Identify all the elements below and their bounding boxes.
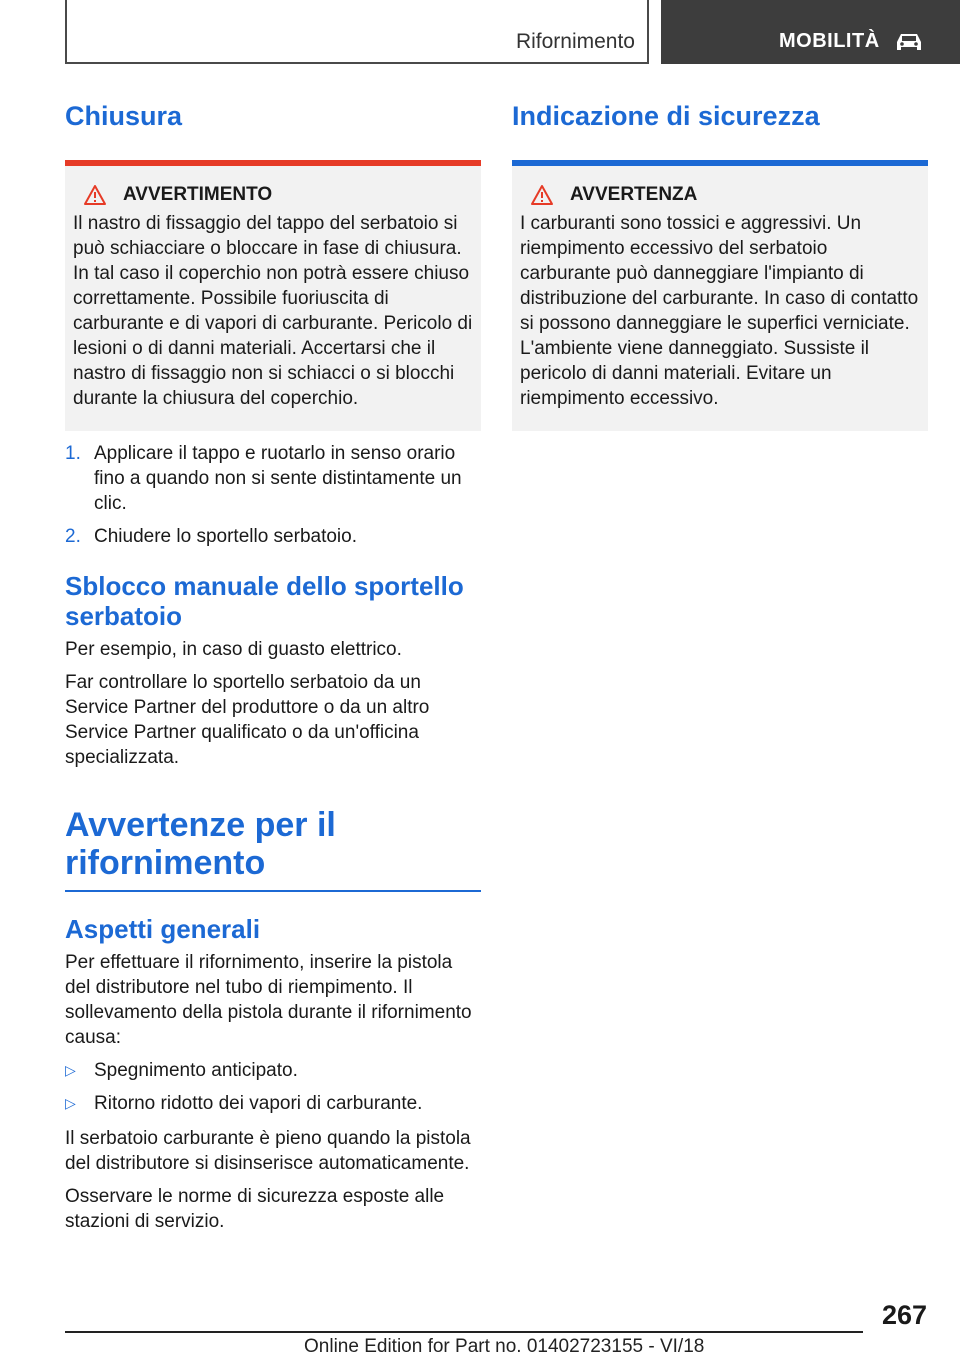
header-title: Rifornimento [515, 30, 635, 53]
list-item [65, 441, 481, 516]
sblocco-heading: Sblocco manuale dello sportello serbatoio [65, 571, 464, 631]
header-section-box [661, 0, 960, 64]
warning-text: Il nastro di fissaggio del tappo del serbatoio si può schiacciare o bloccare in fase di chiusura. In tal caso il coperchio non potrà essere chiuso correttamente. Possibile fuoriuscita di carburante e di vapori di carburante. Pericolo di lesioni o di danni materiali. Accertarsi che il nastro di fissaggio non si schiacci o si blocchi durante la chiusura del coperchio. [73, 213, 473, 409]
sblocco-paragraph-1: Per esempio, in caso di guasto elettrico. [65, 639, 402, 660]
header-section: MOBILITÀ [779, 30, 880, 52]
step-text: Chiudere lo sportello serbatoio. [94, 526, 357, 547]
triangle-bullet-icon: ▷ [65, 1062, 76, 1078]
chapter-rule [65, 890, 481, 892]
step-text: Applicare il tappo e ruotarlo in senso orario fino a quando non si sente distintamente un clic. [94, 443, 462, 514]
chapter-heading: Avvertenze per il rifornimento [65, 806, 336, 882]
generali-paragraph-1: Per effettuare il rifornimento, inserire la pistola del distributore nel tubo di riempimento. Il sollevamento della pistola durante il rifornimento causa: [65, 952, 472, 1048]
footer-rule [65, 1331, 863, 1333]
footer-edition: Online Edition for Part no. 01402723155 - VI/18 [304, 1336, 705, 1357]
generali-bullets [65, 1058, 481, 1116]
sblocco-paragraph-2: Far controllare lo sportello serbatoio da un Service Partner del produttore o da un altro Service Partner qualificato o da un'officina specializzata. [65, 672, 430, 768]
safety-heading: Indicazione di sicurezza [512, 101, 820, 131]
triangle-bullet-icon: ▷ [65, 1095, 76, 1111]
notice-label: AVVERTENZA [570, 184, 698, 205]
warning-label: AVVERTIMENTO [123, 184, 273, 205]
notice-text: I carburanti sono tossici e aggressivi. Un riempimento eccessivo del serbatoio carburante può danneggiare l'impianto di distribuzione del carburante. In caso di contatto si possono danneggiare le superfici verniciate. L'ambiente viene danneggiato. Sussiste il pericolo di danni materiali. Evitare un riempimento eccessivo. [520, 213, 919, 409]
car-icon [893, 30, 925, 54]
bullet-text: Ritorno ridotto dei vapori di carburante. [94, 1093, 423, 1114]
warning-box [65, 166, 481, 431]
left-column [65, 100, 481, 1242]
right-column [512, 100, 928, 431]
warning-triangle-icon [530, 184, 554, 206]
page-number: 267 [881, 1300, 927, 1330]
notice-header [520, 182, 920, 207]
warning-triangle-icon [83, 184, 107, 206]
generali-paragraph-2: Il serbatoio carburante è pieno quando la pistola del distributore si disinserisce automaticamente. [65, 1128, 471, 1174]
generali-paragraph-3: Osservare le norme di sicurezza esposte alle stazioni di servizio. [65, 1186, 445, 1232]
list-item [65, 1091, 481, 1116]
step-number: 1. [65, 443, 81, 464]
header-title-box [65, 0, 649, 64]
list-item [65, 524, 481, 549]
generali-heading: Aspetti generali [65, 914, 261, 944]
list-item [65, 1058, 481, 1083]
step-number: 2. [65, 526, 81, 547]
chiusura-heading: Chiusura [65, 101, 183, 131]
closing-steps [65, 441, 481, 549]
warning-header [73, 182, 473, 207]
bullet-text: Spegnimento anticipato. [94, 1060, 298, 1081]
notice-box [512, 166, 928, 431]
